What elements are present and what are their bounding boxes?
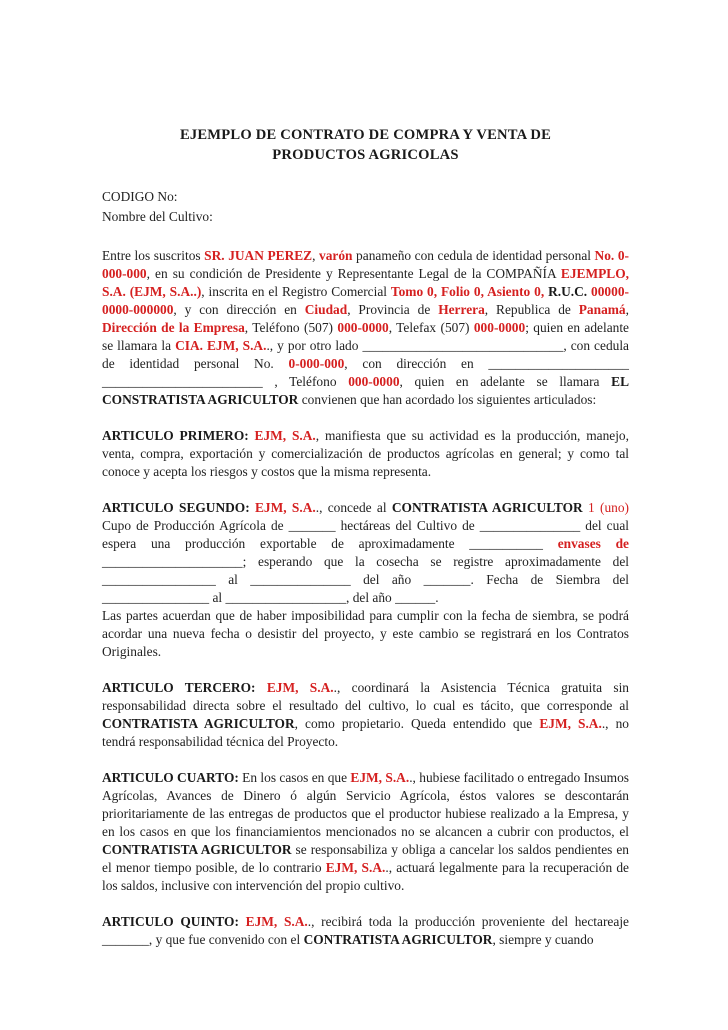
article-2-note: Las partes acuerdan que de haber imposibilidad para cumplir con la fecha de siembra, se podrá acordar una nueva fecha o desistir del proyecto, y este cambio se registrará en los Contratos Originales. [102, 608, 629, 659]
article-5: ARTICULO QUINTO: EJM, S.A.., recibirá toda la producción proveniente del hectareaje _______, y que fue convenido con el CONTRATISTA AGRICULTOR, siempre y cuando [102, 914, 629, 947]
company-short: EJM, S.A. [255, 500, 316, 515]
quota-quantity: 1 (uno) [588, 500, 630, 515]
article-5-label: ARTICULO QUINTO: [102, 914, 239, 929]
contractor-title: CONTRATISTA AGRICULTOR [102, 716, 295, 731]
article-4-label: ARTICULO CUARTO: [102, 770, 239, 785]
article-3: ARTICULO TERCERO: EJM, S.A.., coordinará la Asistencia Técnica gratuita sin responsabilidad directa sobre el resultado del cultivo, lo cual es tácito, que corresponde al CONTRATISTA AGRICULTOR, como propietario. Queda entendido que EJM, S.A.., no tendrá responsabilidad técnica del Proyecto. [102, 680, 629, 749]
title-line-2: PRODUCTOS AGRICOLAS [272, 147, 459, 163]
contractor-id: 0-000-000 [288, 356, 345, 371]
contractor-title: CONTRATISTA AGRICULTOR [391, 500, 583, 515]
party-name: SR. JUAN PEREZ [204, 248, 313, 263]
company-short: EJM, S.A. [266, 680, 334, 695]
party-gender: varón [319, 248, 353, 263]
contractor-phone: 000-0000 [348, 374, 400, 389]
company-short: EJM, S.A. [254, 428, 316, 443]
company-short: EJM, S.A. [245, 914, 308, 929]
article-4: ARTICULO CUARTO: En los casos en que EJM, S.A.., hubiese facilitado o entregado Insumos Agrícolas, Avances de Dinero ó algún Servicio Agrícola, éstos valores se descontarán prioritariamente de las entregas de productos que el productor hubiese realizado a la Empresa, y en los casos en que los financiamientos mencionados no se alcancen a cubrir con productos, el CONTRATISTA AGRICULTOR se responsabiliza y obliga a cancelar los saldos pendientes en el menor tiempo posible, de lo contrario EJM, S.A.., actuará legalmente para la recuperación de los saldos, inclusive con intervención del propio cultivo. [102, 770, 630, 893]
codigo-field: CODIGO No: [102, 189, 178, 204]
cia-name: CIA. EJM, S.A. [175, 338, 267, 353]
title-line-1: EJEMPLO DE CONTRATO DE COMPRA Y VENTA DE [179, 127, 552, 143]
cultivo-field: Nombre del Cultivo: [102, 209, 213, 224]
contract-page [102, 0, 629, 949]
document-title [102, 125, 629, 165]
unit-label: envases de [557, 536, 629, 551]
company-name: EJEMPLO, S.A. (EJM, S.A..) [102, 266, 629, 299]
registry-info: Tomo 0, Folio 0, Asiento 0, [390, 284, 545, 299]
contractor-title: CONTRATISTA AGRICULTOR [102, 842, 292, 857]
company-short: EJM, S.A. [350, 770, 410, 785]
article-2-label: ARTICULO SEGUNDO: [102, 500, 250, 515]
contractor-title: CONTRATISTA AGRICULTOR [303, 932, 493, 947]
company-address: Dirección de la Empresa [102, 320, 245, 335]
article-1-label: ARTICULO PRIMERO: [102, 428, 249, 443]
intro-paragraph: Entre los suscritos SR. JUAN PEREZ, varón panameño con cedula de identidad personal No. 0-000-000, en su condición de Presidente y Representante Legal de la COMPAÑÍA EJEMPLO, S.A. (EJM, S.A..), inscrita en el Registro Comercial Tomo 0, Folio 0, Asiento 0, R.U.C. 00000-0000-000000, y con dirección en Ciudad, Provincia de Herrera, Republica de Panamá, Dirección de la Empresa, Teléfono (507) 000-0000, Telefax (507) 000-0000; quien en adelante se llamara la CIA. EJM, S.A.., y por otro lado ______________________________, con cedula de identidad personal No. 0-000-000, con dirección en _____________________ ________________________ , Teléfono 000-0000, quien en adelante se llamara EL CONSTRATISTA AGRICULTOR convienen que han acordado los siguientes articulados: [102, 248, 630, 407]
contractor-title: EL CONSTRATISTA AGRICULTOR [102, 374, 630, 407]
phone: 000-0000 [337, 320, 389, 335]
fax: 000-0000 [473, 320, 526, 335]
ruc-number: 00000-0000-000000 [102, 284, 629, 317]
country: Panamá [578, 302, 626, 317]
article-1: ARTICULO PRIMERO: EJM, S.A., manifiesta que su actividad es la producción, manejo, venta, compra, exportación y comercialización de productos agrícolas en general; y como tal conoce y acepta los riesgos y costos que la misma representa. [102, 428, 629, 479]
city: Ciudad [304, 302, 348, 317]
company-short: EJM, S.A. [325, 860, 386, 875]
company-short: EJM, S.A. [539, 716, 602, 731]
province: Herrera [438, 302, 485, 317]
party-id: No. 0-000-000 [102, 248, 629, 281]
article-3-label: ARTICULO TERCERO: [102, 680, 256, 695]
ruc-label: R.U.C. [548, 284, 588, 299]
header-fields [102, 187, 629, 227]
article-2: ARTICULO SEGUNDO: EJM, S.A.., concede al CONTRATISTA AGRICULTOR 1 (uno) Cupo de Producción Agrícola de _______ hectáreas del Cultivo de _______________ del cual espera una producción exportable de aproximadamente ___________ envases de _____________________; esperando que la cosecha se registre aproximadamente del _________________ al _______________ del año _______. Fecha de Siembra del ________________ al __________________, del año ______. Las partes acuerdan que de haber imposibilidad para cumplir con la fecha de siembra, se podrá acordar una nueva fecha o desistir del proyecto, y este cambio se registrará en los Contratos Originales. [102, 500, 630, 659]
